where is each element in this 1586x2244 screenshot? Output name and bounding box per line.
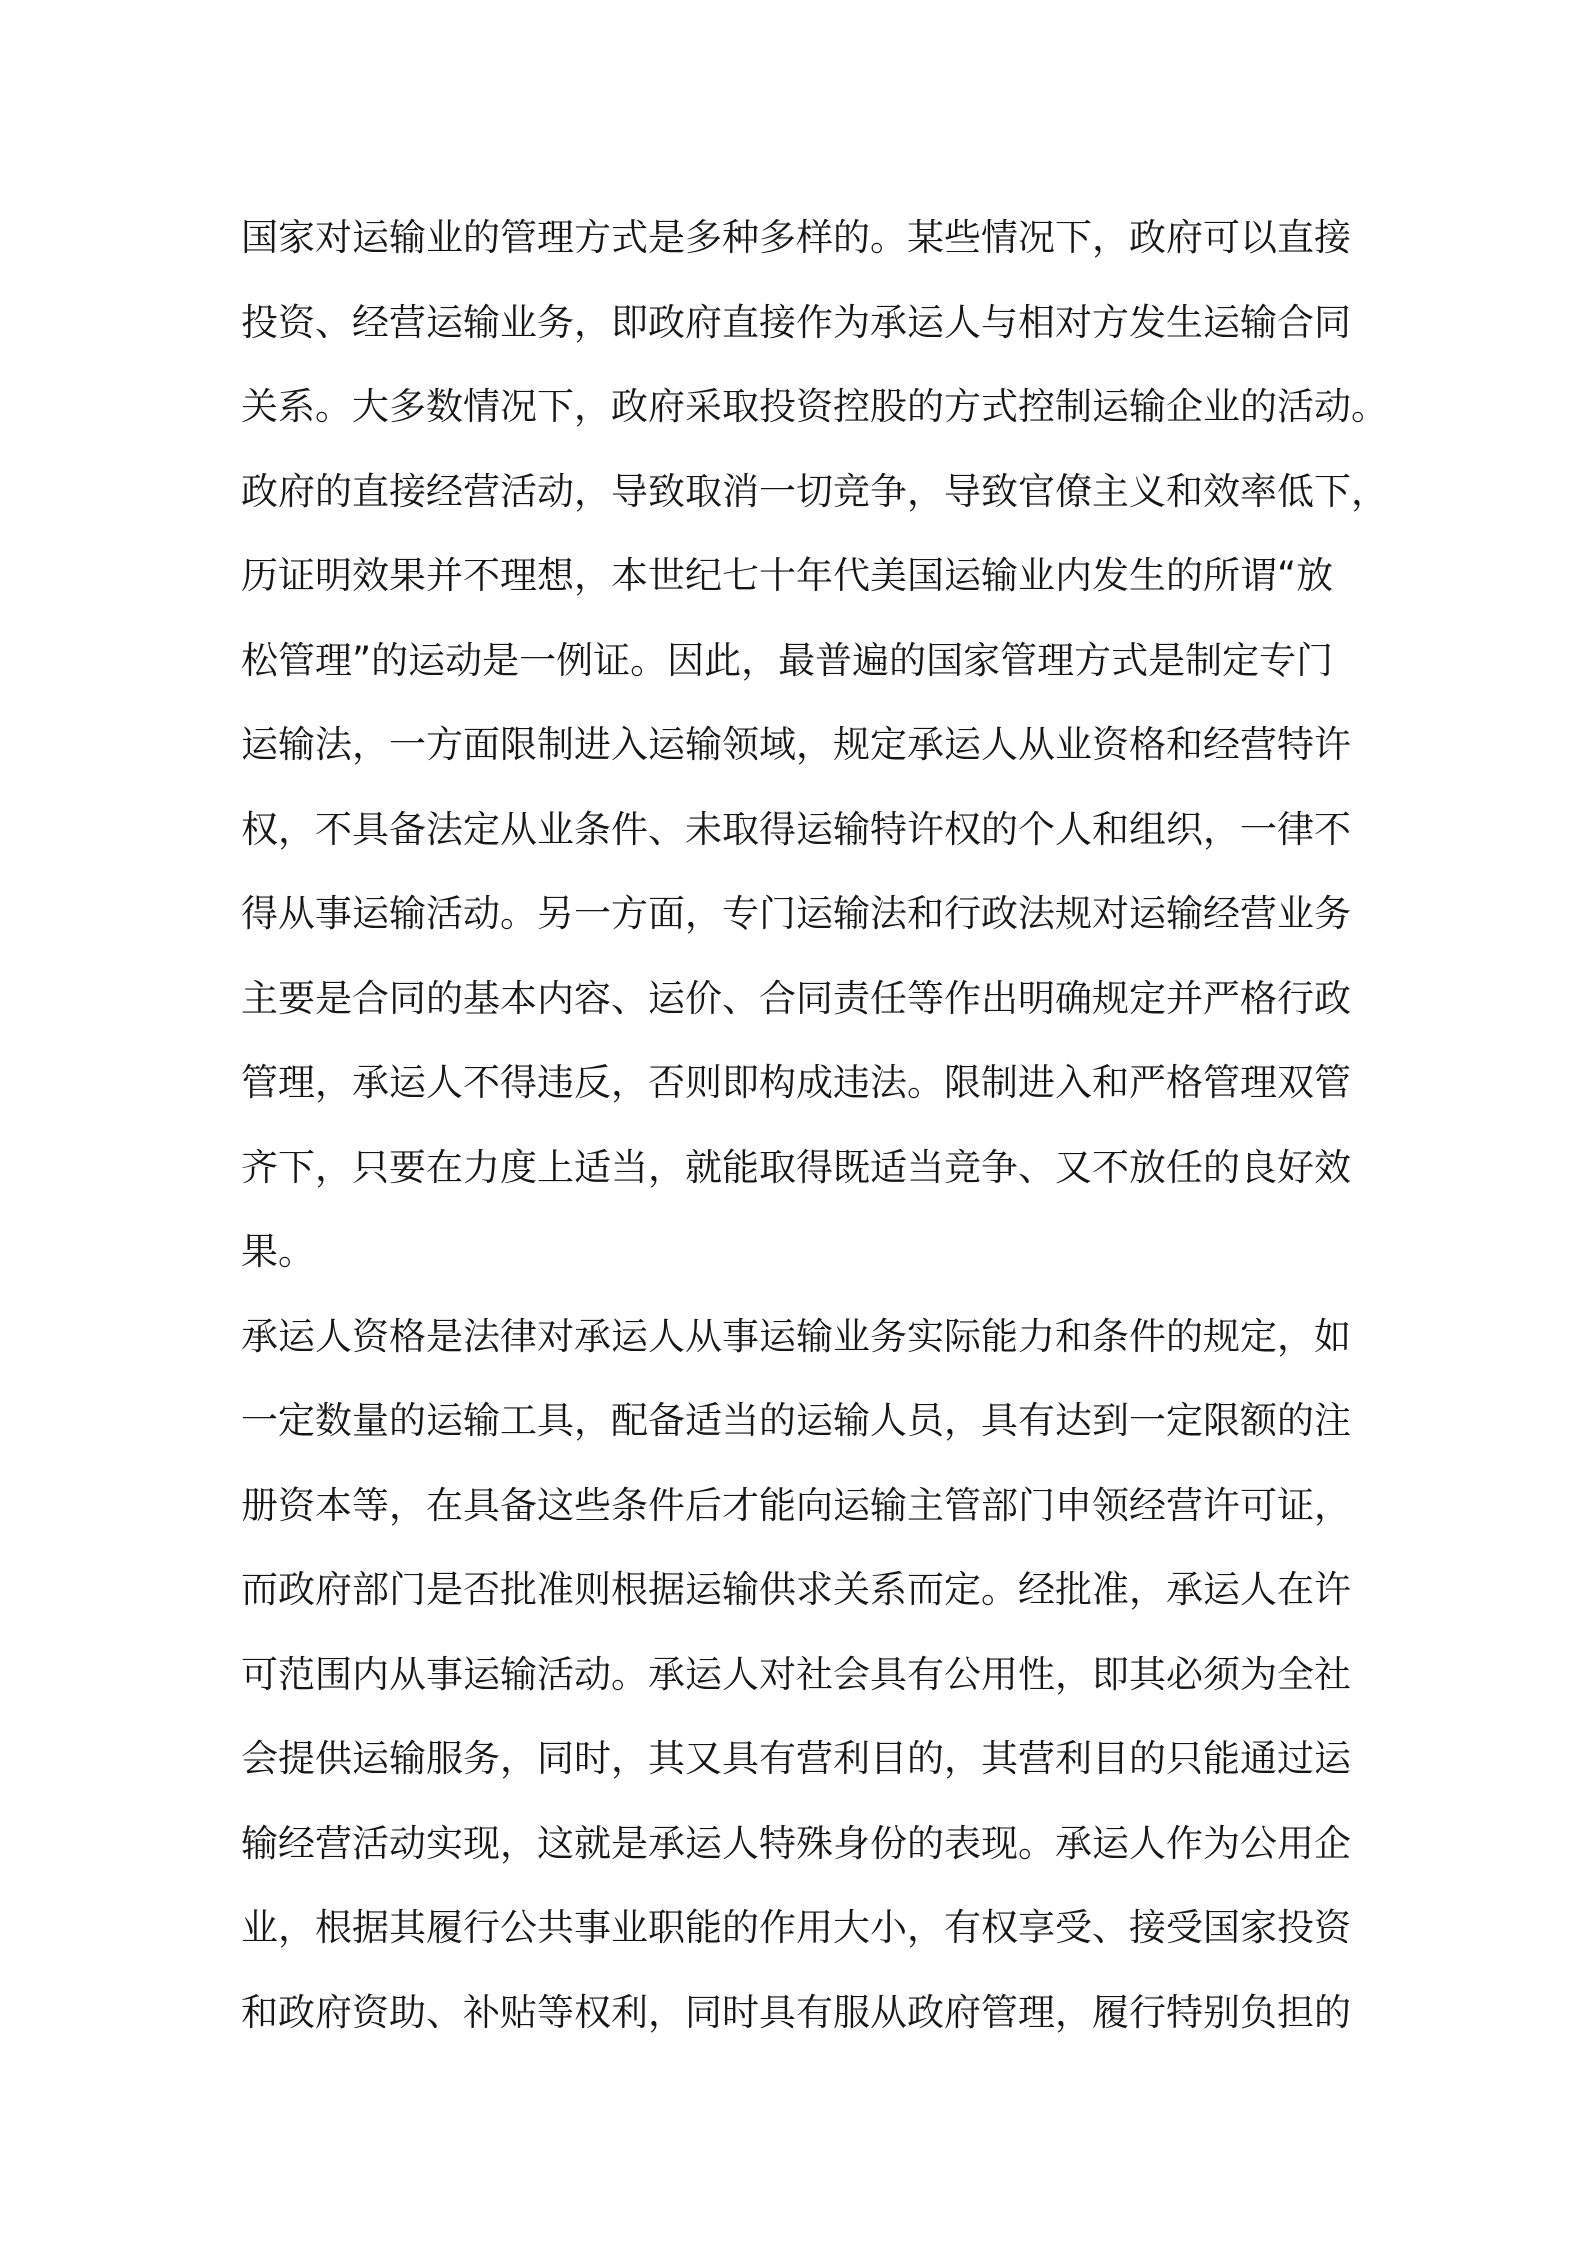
text-line: 主要是合同的基本内容、运价、合同责任等作出明确规定并严格行政 xyxy=(241,976,1351,1020)
text-line: 果。 xyxy=(241,1230,315,1273)
text-line: 业，根据其履行公共事业职能的作用大小，有权享受、接受国家投资 xyxy=(241,1906,1351,1949)
text-line: 关系。大多数情况下，政府采取投资控股的方式控制运输企业的活动。 xyxy=(241,385,1388,428)
text-line: 运输法，一方面限制进入运输领域，规定承运人从业资格和经营特许 xyxy=(241,723,1351,766)
paragraph-1 xyxy=(241,196,1388,1295)
text-line: 得从事运输活动。另一方面，专门运输法和行政法规对运输经营业务 xyxy=(241,892,1351,935)
text-line: 松管理”的运动是一例证。因此，最普遍的国家管理方式是制定专门 xyxy=(241,638,1334,682)
text-line: 承运人资格是法律对承运人从事运输业务实际能力和条件的规定，如 xyxy=(241,1314,1351,1358)
text-line: 管理，承运人不得违反，否则即构成违法。限制进入和严格管理双管 xyxy=(241,1061,1351,1104)
text-line: 齐下，只要在力度上适当，就能取得既适当竞争、又不放任的良好效 xyxy=(241,1145,1351,1189)
text-line: 权，不具备法定从业条件、未取得运输特许权的个人和组织，一律不 xyxy=(241,807,1351,851)
text-line: 可范围内从事运输活动。承运人对社会具有公用性，即其必须为全社 xyxy=(241,1652,1351,1696)
text-line: 会提供运输服务，同时，其又具有营利目的，其营利目的只能通过运 xyxy=(241,1737,1351,1780)
text-line: 历证明效果并不理想，本世纪七十年代美国运输业内发生的所谓“放 xyxy=(241,554,1334,597)
text-line: 国家对运输业的管理方式是多种多样的。某些情况下，政府可以直接 xyxy=(241,216,1351,259)
text-line: 一定数量的运输工具，配备适当的运输人员，具有达到一定限额的注 xyxy=(241,1399,1351,1442)
paragraph-2 xyxy=(241,1295,1361,2056)
text-line: 册资本等，在具备这些条件后才能向运输主管部门申领经营许可证， xyxy=(241,1483,1351,1527)
text-line: 输经营活动实现，这就是承运人特殊身份的表现。承运人作为公用企 xyxy=(241,1821,1351,1865)
text-line: 而政府部门是否批准则根据运输供求关系而定。经批准，承运人在许 xyxy=(241,1568,1351,1611)
text-line: 和政府资助、补贴等权利，同时具有服从政府管理，履行特别负担的 xyxy=(241,1990,1351,2034)
text-line: 投资、经营运输业务，即政府直接作为承运人与相对方发生运输合同 xyxy=(241,300,1351,344)
text-line: 政府的直接经营活动，导致取消一切竞争，导致官僚主义和效率低下， xyxy=(241,469,1388,513)
document-body xyxy=(241,196,1388,2055)
